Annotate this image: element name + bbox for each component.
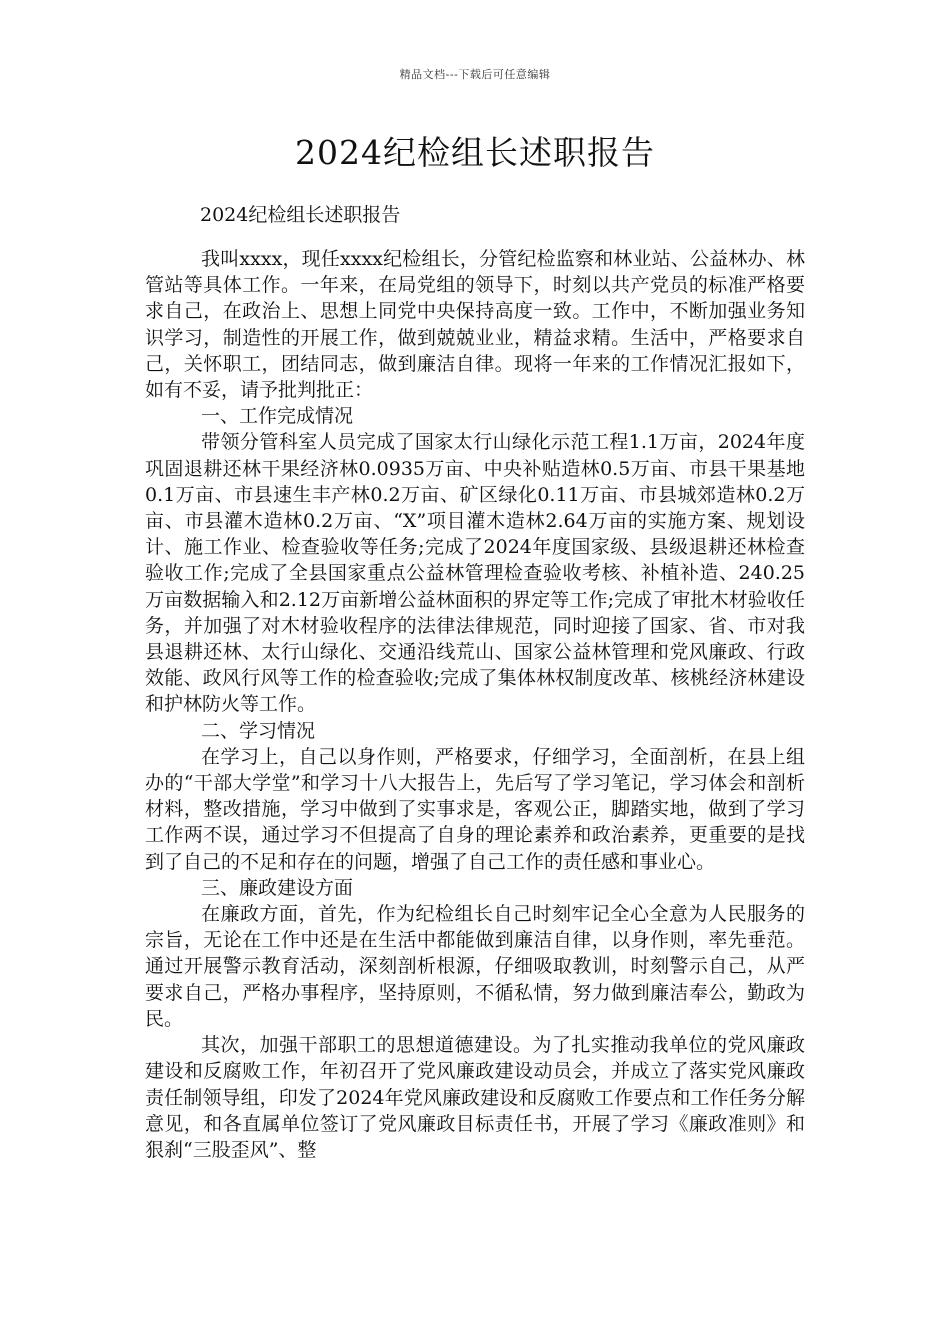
intro-paragraph: 我叫xxxx，现任xxxx纪检组长，分管纪检监察和林业站、公益林办、林管站等具体工作。一年来，在局党组的领导下，时刻以共产党员的标准严格要求自己，在政治上、思想上同党中央保持高度一致。工作中，不断加强业务知识学习，制造性的开展工作，做到兢兢业业，精益求精。生活中，严格要求自己，关怀职工，团结同志，做到廉洁自律。现将一年来的工作情况汇报如下，如有不妥，请予批判批正： xyxy=(145,248,805,402)
study-paragraph: 在学习上，自己以身作则，严格要求，仔细学习，全面剖析，在县上组办的“干部大学堂”和学习十八大报告上，先后写了学习笔记，学习体会和剖析材料，整改措施，学习中做到了实事求是，客观公正，脚踏实地，做到了学习工作两不误，通过学习不但提高了自身的理论素养和政治素养，更重要的是找到了自己的不足和存在的问题，增强了自己工作的责任感和事业心。 xyxy=(145,745,805,873)
header-note: 精品文档---下载后可任意编辑 xyxy=(399,68,551,81)
section-heading-work: 一、工作完成情况 xyxy=(201,405,354,428)
document-body xyxy=(145,246,805,1163)
document-subtitle: 2024纪检组长述职报告 xyxy=(200,204,401,226)
section-heading-study: 二、学习情况 xyxy=(201,719,316,742)
integrity-paragraph-2: 其次，加强干部职工的思想道德建设。为了扎实推动我单位的党风廉政建设和反腐败工作，年初召开了党风廉政建设动员会，并成立了落实党风廉政责任制领导组，印发了2024年党风廉政建设和反腐败工作要点和工作任务分解意见，和各直属单位签订了党风廉政目标责任书，开展了学习《廉政准则》和狠刹“三股歪风”、整 xyxy=(145,1034,805,1161)
document-title: 2024纪检组长述职报告 xyxy=(295,133,655,172)
work-paragraph: 带领分管科室人员完成了国家太行山绿化示范工程1.1万亩，2024年度巩固退耕还林干果经济林0.0935万亩、中央补贴造林0.5万亩、市县干果基地0.1万亩、市县速生丰产林0.2万亩、矿区绿化0.11万亩、市县城郊造林0.2万亩、市县灌木造林0.2万亩、“X”项目灌木造林2.64万亩的实施方案、规划设计、施工作业、检查验收等任务;完成了2024年度国家级、县级退耕还林检查验收工作;完成了全县国家重点公益林管理检查验收考核、补植补造、240.25万亩数据输入和2.12万亩新增公益林面积的界定等工作;完成了审批木材验收任务，并加强了对木材验收程序的法律法律规范，同时迎接了国家、省、市对我县退耕还林、太行山绿化、交通沿线荒山、国家公益林管理和党风廉政、行政效能、政风行风等工作的检查验收;完成了集体林权制度改革、核桃经济林建设和护林防火等工作。 xyxy=(145,431,805,716)
section-heading-integrity: 三、廉政建设方面 xyxy=(201,876,354,899)
integrity-paragraph: 在廉政方面，首先，作为纪检组长自己时刻牢记全心全意为人民服务的宗旨，无论在工作中还是在生活中都能做到廉洁自律，以身作则，率先垂范。通过开展警示教育活动，深刻剖析根源，仔细吸取教训，时刻警示自己，从严要求自己，严格办事程序，坚持原则，不循私情，努力做到廉洁奉公，勤政为民。 xyxy=(145,903,805,1030)
